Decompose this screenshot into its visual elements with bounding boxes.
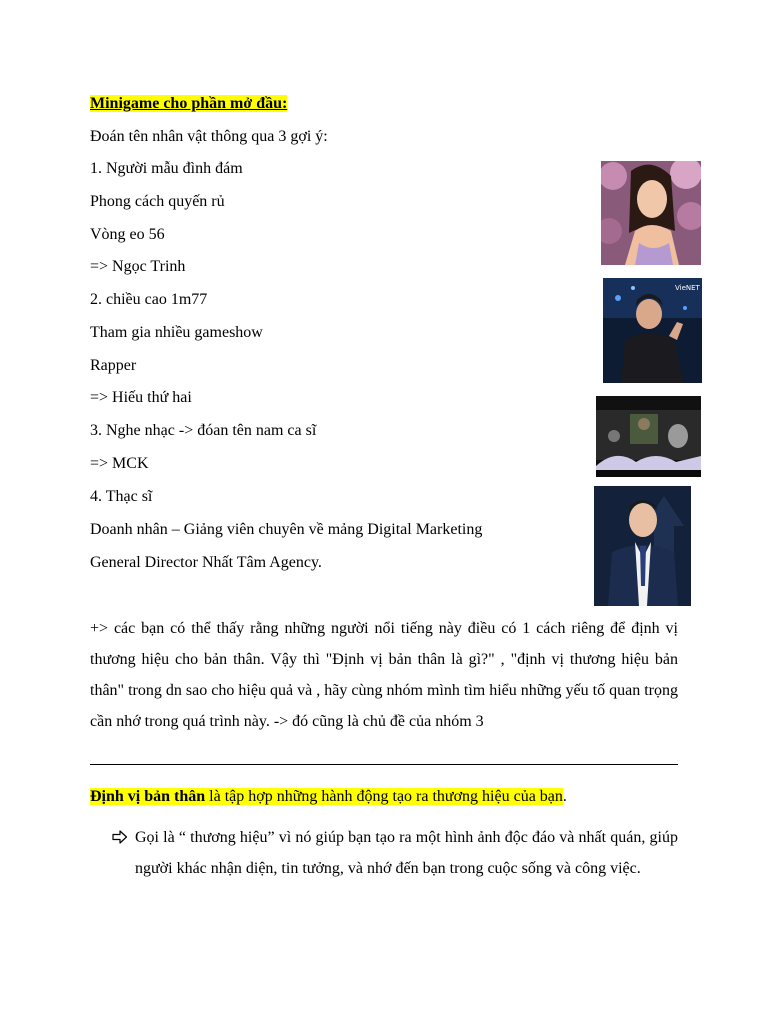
section-divider: [90, 764, 678, 765]
clue-line: Doanh nhân – Giảng viên chuyên về mảng Digital Marketing: [90, 521, 483, 538]
definition-term: Định vị bản thân: [90, 788, 206, 805]
clue-line: 2. chiều cao 1m77: [90, 291, 208, 308]
intro-title: [90, 94, 287, 114]
intro-subtitle: Đoán tên nhân vật thông qua 3 gợi ý:: [90, 128, 328, 145]
arrow-right-outline-icon: [112, 829, 128, 845]
clue-line: 3. Nghe nhạc -> đóan tên nam ca sĩ: [90, 422, 317, 439]
clue-line: Tham gia nhiều gameshow: [90, 324, 263, 341]
clue-answer: => Ngọc Trinh: [90, 258, 186, 275]
photo-businessman: [594, 486, 691, 606]
photo-mck-video: [596, 396, 701, 477]
photo-ngoc-trinh: [601, 161, 701, 265]
definition-text: là tập hợp những hành động tạo ra thương hiệu của bạn: [205, 788, 563, 805]
clue-line: Phong cách quyến rủ: [90, 193, 225, 210]
clue-answer: => Hiếu thứ hai: [90, 389, 192, 406]
clue-line: General Director Nhất Tâm Agency.: [90, 554, 322, 571]
definition-line: [90, 787, 567, 807]
clue-line: 4. Thạc sĩ: [90, 488, 153, 505]
photo-hieu-thu-hai: [603, 278, 702, 383]
intro-title-text: Minigame cho phần mở đầu:: [90, 95, 288, 112]
clue-line: Vòng eo 56: [90, 226, 165, 243]
clue-line: 1. Người mẫu đình đám: [90, 160, 243, 177]
clue-line: Rapper: [90, 357, 137, 374]
photo-caption: VieNET: [675, 284, 700, 292]
bullet-text: Gọi là “ thương hiệu” vì nó giúp bạn tạo ra một hình ảnh độc đáo và nhất quán, giúp người khác nhận diện, tin tưởng, và nhớ đến bạn trong cuộc sống và công việc.: [135, 829, 678, 877]
definition-end: .: [562, 788, 567, 805]
summary-paragraph: +> các bạn có thể thấy rằng những người nổi tiếng này điều có 1 cách riêng để định vị thương hiệu cho bản thân. Vậy thì "Định vị bản thân là gì?" , "định vị thương hiệu bản thân" trong dn sao cho hiệu quả và , hãy cùng nhóm mình tìm hiểu những yếu tố quan trọng cần nhớ trong quá trình này. -> đó cũng là chủ đề của nhóm 3: [90, 620, 678, 730]
clue-answer: => MCK: [90, 455, 149, 472]
